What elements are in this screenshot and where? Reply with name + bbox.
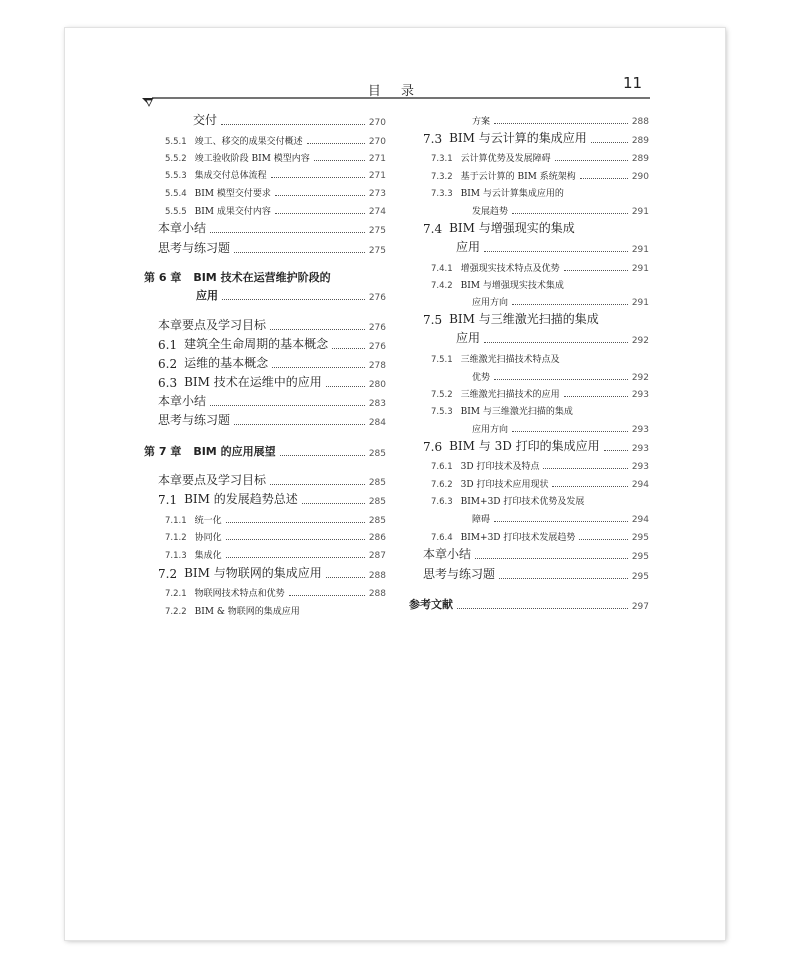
toc-entry — [456, 331, 649, 346]
toc-entry — [423, 439, 649, 454]
toc-entry-title: 统一化 — [194, 516, 222, 526]
toc-entry-number: 第 7 章 — [144, 445, 182, 458]
toc-entry-page: 293 — [631, 462, 649, 472]
toc-entry — [158, 473, 386, 488]
toc-entry-number: 7.1.1 — [165, 516, 187, 526]
toc-entry-title: BIM 与增强现实技术集成 — [460, 281, 564, 291]
toc-entry-page: 284 — [368, 418, 386, 428]
toc-leader-dots — [307, 142, 365, 144]
toc-entry — [144, 270, 386, 285]
toc-entry-page: 294 — [631, 480, 649, 490]
toc-leader-dots — [302, 502, 365, 504]
toc-entry — [165, 149, 386, 164]
toc-leader-dots — [603, 323, 645, 324]
toc-leader-dots — [552, 485, 627, 487]
toc-entry — [165, 511, 386, 526]
toc-entry — [158, 221, 386, 236]
toc-entry-title: BIM 与三维激光扫描的集成 — [449, 312, 599, 326]
toc-entry-title: 集成化 — [194, 551, 222, 561]
toc-entry-page: 274 — [368, 207, 386, 217]
toc-leader-dots — [512, 430, 628, 432]
toc-leader-dots — [234, 423, 365, 425]
toc-leader-dots — [494, 378, 628, 380]
toc-entry-number: 7.6.1 — [431, 462, 453, 472]
toc-entry — [431, 184, 649, 199]
toc-leader-dots — [555, 159, 628, 161]
toc-entry-page: 276 — [368, 293, 386, 303]
toc-entry — [472, 420, 649, 435]
toc-entry-number: 7.3.3 — [431, 189, 453, 199]
toc-leader-dots — [512, 303, 628, 305]
toc-entry — [431, 402, 649, 417]
toc-entry-number: 6.1 — [158, 338, 178, 352]
toc-entry-title: 参考文献 — [409, 598, 453, 611]
toc-entry — [165, 546, 386, 561]
toc-entry — [158, 241, 386, 256]
toc-entry-title: 思考与练习题 — [158, 241, 231, 255]
toc-leader-dots — [604, 449, 628, 451]
toc-entry-title: BIM+3D 打印技术优势及发展 — [460, 497, 585, 507]
toc-entry-title: 协同化 — [194, 533, 222, 543]
toc-entry-page: 283 — [368, 399, 386, 409]
toc-leader-dots — [568, 287, 645, 288]
toc-entry-title: BIM 成果交付内容 — [194, 207, 271, 217]
toc-leader-dots — [226, 556, 365, 558]
toc-entry — [165, 602, 386, 617]
toc-leader-dots — [457, 607, 628, 609]
toc-entry-title: 竣工、移交的成果交付概述 — [194, 137, 303, 147]
toc-entry-title: BIM 技术在运维中的应用 — [184, 375, 322, 389]
toc-entry-title: 本章小结 — [423, 547, 472, 561]
toc-entry-title: BIM 与物联网的集成应用 — [184, 566, 322, 580]
toc-entry-title: 建筑全生命周期的基本概念 — [184, 337, 329, 351]
toc-entry-title: BIM 技术在运营维护阶段的 — [193, 271, 331, 284]
toc-entry-title: 交付 — [193, 113, 218, 127]
toc-entry-page: 289 — [631, 136, 649, 146]
toc-entry — [193, 113, 386, 128]
toc-entry-page: 294 — [631, 515, 649, 525]
toc-entry — [423, 131, 649, 146]
toc-entry-title: BIM & 物联网的集成应用 — [194, 607, 300, 617]
toc-entry-title: BIM 与云计算集成应用的 — [460, 189, 564, 199]
toc-entry — [431, 385, 649, 400]
toc-leader-dots — [272, 366, 365, 368]
toc-leader-dots — [270, 483, 365, 485]
toc-entry-title: BIM 的应用展望 — [193, 445, 276, 458]
toc-entry-number: 5.5.4 — [165, 189, 187, 199]
toc-leader-dots — [221, 123, 365, 125]
toc-entry — [423, 312, 649, 327]
page-number: 11 — [623, 74, 643, 92]
toc-leader-dots — [579, 232, 645, 233]
toc-entry — [158, 375, 386, 390]
toc-entry-title: 3D 打印技术应用现状 — [460, 480, 549, 490]
toc-entry-page: 275 — [368, 226, 386, 236]
toc-entry-page: 286 — [368, 533, 386, 543]
toc-entry-title: BIM 的发展趋势总述 — [184, 492, 298, 506]
toc-leader-dots — [271, 176, 365, 178]
toc-entry-title: 本章小结 — [158, 394, 207, 408]
toc-leader-dots — [289, 594, 365, 596]
toc-entry-page: 288 — [368, 589, 386, 599]
toc-leader-dots — [270, 328, 365, 330]
toc-entry — [158, 492, 386, 507]
toc-entry-title: 发展趋势 — [472, 207, 509, 217]
toc-entry-number: 7.6.4 — [431, 533, 453, 543]
toc-entry — [472, 293, 649, 308]
toc-entry-page: 293 — [631, 390, 649, 400]
toc-entry-title: 增强现实技术特点及优势 — [460, 264, 560, 274]
toc-leader-dots — [210, 404, 365, 406]
toc-entry-title: BIM 与增强现实的集成 — [449, 221, 575, 235]
toc-entry — [472, 368, 649, 383]
toc-entry-page: 285 — [368, 449, 386, 459]
toc-entry — [165, 132, 386, 147]
toc-leader-dots — [326, 385, 365, 387]
toc-entry-page: 273 — [368, 189, 386, 199]
toc-entry-page: 288 — [631, 117, 649, 127]
toc-entry — [423, 221, 649, 236]
toc-entry-page: 271 — [368, 154, 386, 164]
toc-entry — [456, 240, 649, 255]
toc-entry — [431, 528, 649, 543]
toc-entry-title: 应用 — [456, 240, 481, 254]
toc-leader-dots — [564, 395, 628, 397]
toc-entry-number: 7.6.2 — [431, 480, 453, 490]
toc-leader-dots — [591, 141, 628, 143]
toc-entry-title: 思考与练习题 — [158, 413, 231, 427]
toc-entry — [431, 167, 649, 182]
toc-leader-dots — [222, 298, 365, 300]
toc-entry-number: 7.5.1 — [431, 355, 453, 365]
toc-entry — [165, 166, 386, 181]
toc-entry-page: 285 — [368, 478, 386, 488]
toc-entry — [158, 318, 386, 333]
toc-leader-dots — [275, 212, 365, 214]
toc-entry-page: 292 — [631, 336, 649, 346]
toc-entry-number: 5.5.3 — [165, 171, 187, 181]
toc-leader-dots — [335, 281, 382, 282]
toc-entry-title: BIM 模型交付要求 — [194, 189, 271, 199]
toc-entry-page: 293 — [631, 444, 649, 454]
toc-entry-title: 思考与练习题 — [423, 567, 496, 581]
toc-entry-number: 7.5.3 — [431, 407, 453, 417]
toc-leader-dots — [475, 557, 628, 559]
toc-entry-number: 7.1.3 — [165, 551, 187, 561]
toc-entry-number: 7.2 — [158, 567, 178, 581]
header-rule-graphic — [142, 97, 650, 109]
toc-entry — [472, 202, 649, 217]
toc-entry — [165, 202, 386, 217]
toc-leader-dots — [314, 159, 365, 161]
toc-entry-title: 本章要点及学习目标 — [158, 473, 267, 487]
toc-entry-title: 应用方向 — [472, 298, 509, 308]
toc-leader-dots — [234, 251, 365, 253]
toc-entry — [472, 112, 649, 127]
toc-leader-dots — [588, 503, 645, 504]
toc-entry — [431, 149, 649, 164]
toc-entry-page: 285 — [368, 497, 386, 507]
toc-entry — [431, 350, 649, 365]
toc-entry-page: 278 — [368, 361, 386, 371]
toc-entry-number: 7.3.2 — [431, 172, 453, 182]
toc-entry-page: 295 — [631, 552, 649, 562]
toc-leader-dots — [332, 347, 365, 349]
toc-entry-title: BIM 与 3D 打印的集成应用 — [449, 439, 600, 453]
toc-entry-title: 本章小结 — [158, 221, 207, 235]
toc-entry-page: 287 — [368, 551, 386, 561]
toc-leader-dots — [499, 577, 628, 579]
toc-entry-page: 280 — [368, 380, 386, 390]
toc-leader-dots — [484, 250, 628, 252]
toc-entry-title: 3D 打印技术及特点 — [460, 462, 540, 472]
toc-entry-title: 竣工验收阶段 BIM 模型内容 — [194, 154, 310, 164]
toc-entry — [158, 356, 386, 371]
toc-entry-title: 三维激光扫描技术特点及 — [460, 355, 560, 365]
header-rule — [142, 97, 650, 109]
toc-leader-dots — [226, 538, 365, 540]
toc-entry — [472, 510, 649, 525]
toc-entry-number: 7.5 — [423, 313, 443, 327]
toc-entry-title: 物联网技术特点和优势 — [194, 589, 285, 599]
toc-entry-title: BIM 与三维激光扫描的集成 — [460, 407, 573, 417]
toc-entry-page: 291 — [631, 298, 649, 308]
toc-leader-dots — [579, 538, 627, 540]
toc-entry-title: BIM+3D 打印技术发展趋势 — [460, 533, 576, 543]
toc-entry-title: 优势 — [472, 373, 491, 383]
toc-entry-number: 7.3.1 — [431, 154, 453, 164]
toc-leader-dots — [226, 521, 365, 523]
toc-entry-page: 293 — [631, 425, 649, 435]
toc-entry-title: 集成交付总体流程 — [194, 171, 267, 181]
toc-entry-number: 7.4.1 — [431, 264, 453, 274]
toc-leader-dots — [210, 231, 365, 233]
toc-entry-title: 障碍 — [472, 515, 491, 525]
toc-entry-title: 云计算优势及发展障碍 — [460, 154, 551, 164]
toc-entry — [165, 584, 386, 599]
toc-entry-page: 270 — [368, 118, 386, 128]
toc-entry — [158, 337, 386, 352]
toc-entry-title: 方案 — [472, 117, 491, 127]
toc-entry-page: 291 — [631, 207, 649, 217]
toc-entry-number: 第 6 章 — [144, 271, 182, 284]
toc-entry-number: 5.5.1 — [165, 137, 187, 147]
toc-entry-title: BIM 与云计算的集成应用 — [449, 131, 587, 145]
page-header-title: 目 录 — [367, 84, 423, 99]
toc-entry-page: 297 — [631, 602, 649, 612]
toc-entry — [431, 276, 649, 291]
toc-entry-page: 291 — [631, 245, 649, 255]
toc-entry — [431, 475, 649, 490]
toc-entry-page: 276 — [368, 342, 386, 352]
toc-entry — [158, 566, 386, 581]
toc-entry-title: 应用 — [456, 331, 481, 345]
toc-leader-dots — [568, 195, 645, 196]
toc-leader-dots — [494, 520, 628, 522]
toc-entry-page: 292 — [631, 373, 649, 383]
toc-entry — [431, 259, 649, 274]
toc-leader-dots — [275, 194, 365, 196]
toc-entry — [423, 567, 649, 582]
toc-entry-title: 应用 — [196, 289, 218, 302]
toc-entry — [158, 413, 386, 428]
toc-entry-number: 7.3 — [423, 132, 443, 146]
toc-leader-dots — [577, 413, 645, 414]
toc-leader-dots — [304, 613, 382, 614]
toc-entry-number: 7.2.2 — [165, 607, 187, 617]
toc-entry-page: 290 — [631, 172, 649, 182]
toc-entry-title: 三维激光扫描技术的应用 — [460, 390, 560, 400]
toc-leader-dots — [494, 122, 628, 124]
toc-entry — [431, 457, 649, 472]
toc-entry — [158, 394, 386, 409]
toc-leader-dots — [543, 467, 627, 469]
toc-entry-page: 288 — [368, 571, 386, 581]
toc-entry — [423, 547, 649, 562]
toc-entry-number: 6.3 — [158, 376, 178, 390]
toc-entry-page: 289 — [631, 154, 649, 164]
toc-entry-page: 276 — [368, 323, 386, 333]
toc-leader-dots — [580, 177, 628, 179]
toc-entry — [165, 528, 386, 543]
toc-leader-dots — [484, 341, 628, 343]
toc-entry-title: 应用方向 — [472, 425, 509, 435]
toc-entry-page: 270 — [368, 137, 386, 147]
toc-leader-dots — [564, 269, 628, 271]
toc-entry-page: 275 — [368, 246, 386, 256]
toc-entry-number: 7.4.2 — [431, 281, 453, 291]
toc-entry-number: 7.6 — [423, 440, 443, 454]
toc-entry-title: 本章要点及学习目标 — [158, 318, 267, 332]
toc-entry — [431, 492, 649, 507]
toc-entry-number: 6.2 — [158, 357, 178, 371]
toc-leader-dots — [326, 576, 365, 578]
toc-entry-number: 7.1 — [158, 493, 178, 507]
toc-leader-dots — [280, 454, 365, 456]
toc-entry-page: 291 — [631, 264, 649, 274]
toc-entry — [196, 288, 386, 303]
toc-entry-title: 运维的基本概念 — [184, 356, 269, 370]
toc-entry-title: 基于云计算的 BIM 系统架构 — [460, 172, 576, 182]
toc-entry-number: 7.6.3 — [431, 497, 453, 507]
toc-entry-page: 295 — [631, 572, 649, 582]
toc-entry-number: 5.5.2 — [165, 154, 187, 164]
toc-leader-dots — [512, 212, 628, 214]
toc-entry-page: 285 — [368, 516, 386, 526]
toc-entry-number: 7.5.2 — [431, 390, 453, 400]
toc-entry-number: 7.2.1 — [165, 589, 187, 599]
toc-leader-dots — [564, 361, 645, 362]
toc-entry-page: 295 — [631, 533, 649, 543]
toc-entry — [165, 184, 386, 199]
toc-entry-number: 5.5.5 — [165, 207, 187, 217]
toc-entry — [409, 597, 649, 612]
toc-entry — [144, 444, 386, 459]
toc-entry-number: 7.4 — [423, 222, 443, 236]
toc-entry-page: 271 — [368, 171, 386, 181]
toc-entry-number: 7.1.2 — [165, 533, 187, 543]
